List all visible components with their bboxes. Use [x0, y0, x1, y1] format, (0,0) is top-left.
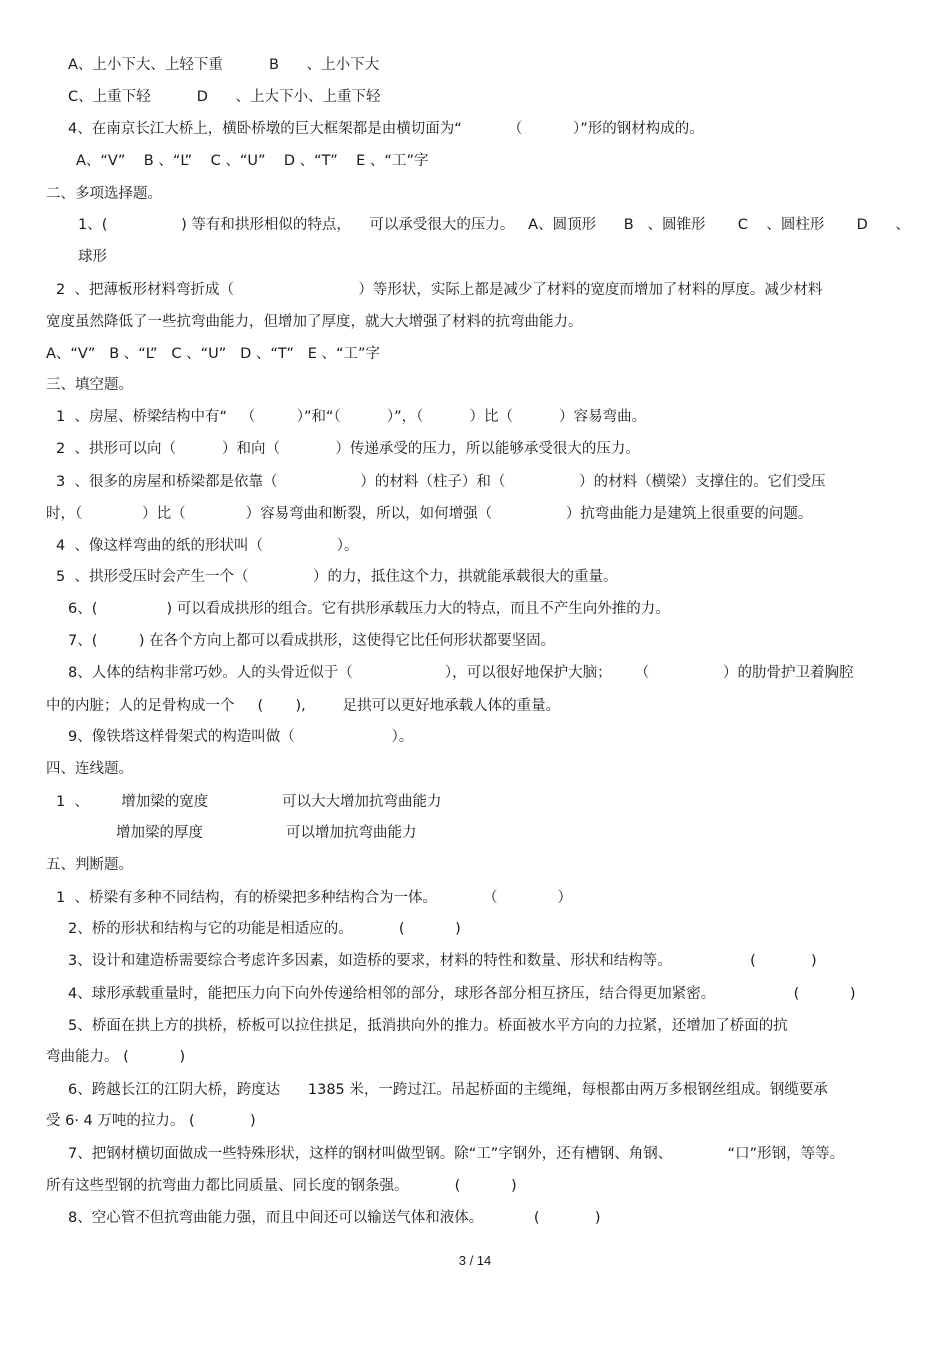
- section-heading-matching: 四、连线题。: [46, 761, 133, 777]
- text-line-3: 4、在南京长江大桥上，横卧桥墩的巨大框架都是由横切面为“ （ ）”形的钢材构成的。: [68, 121, 704, 137]
- text-line-2: C、上重下轻 D 、上大下小、上重下轻: [68, 89, 381, 105]
- text-line-16: 4 、像这样弯曲的纸的形状叫（ ）。: [56, 538, 359, 554]
- section-heading-fill-blank: 三、填空题。: [46, 377, 133, 393]
- text-line-21: 中的内脏；人的足骨构成一个 ( ), 足拱可以更好地承载人体的重量。: [46, 698, 561, 714]
- text-line-33: 6、跨越长江的江阴大桥，跨度达 1385 米，一跨过江。吊起桥面的主缆绳，每根都由两万多根钢丝组成。钢缆要承: [68, 1082, 828, 1098]
- text-line-20: 8、人体的结构非常巧妙。人的头骨近似于（ ），可以很好地保护大脑； （ ）的肋骨护卫着胸腔: [68, 665, 854, 681]
- text-line-29: 3、设计和建造桥需要综合考虑许多因素，如造桥的要求，材料的特性和数量、形状和结构等。 ( ): [68, 953, 817, 969]
- section-heading-multiple-choice: 二、多项选择题。: [46, 186, 162, 202]
- text-line-1: A、上小下大、上轻下重 B 、上小下大: [68, 57, 380, 73]
- section-heading-true-false: 五、判断题。: [46, 857, 133, 873]
- text-line-30: 4、球形承载重量时，能把压力向下向外传递给相邻的部分，球形各部分相互挤压，结合得更加紧密。 ( ): [68, 986, 856, 1002]
- text-line-37: 8、空心管不但抗弯曲能力强，而且中间还可以输送气体和液体。 ( ): [68, 1210, 601, 1226]
- text-line-25: 增加梁的厚度 可以增加抗弯曲能力: [116, 825, 417, 841]
- text-line-22: 9、像铁塔这样骨架式的构造叫做（ ）。: [68, 729, 414, 745]
- text-line-14: 3 、很多的房屋和桥梁都是依靠（ ）的材料（柱子）和（ ）的材料（横梁）支撑住的。它们受压: [56, 474, 826, 490]
- text-line-18: 6、( ) 可以看成拱形的组合。它有拱形承载压力大的特点，而且不产生向外推的力。: [68, 601, 670, 617]
- text-line-36: 所有这些型钢的抗弯曲力都比同质量、同长度的钢条强。 ( ): [46, 1178, 517, 1194]
- text-line-32: 弯曲能力。 ( ): [46, 1049, 186, 1065]
- text-line-6: 1、( ) 等有和拱形相似的特点， 可以承受很大的压力。 A、圆顶形 B 、圆锥形 C 、圆柱形 D 、: [78, 217, 910, 233]
- text-line-35: 7、把钢材横切面做成一些特殊形状，这样的钢材叫做型钢。除“工”字钢外，还有槽钢、角钢、 “口”形钢，等等。: [68, 1146, 845, 1162]
- page-number: 3 / 14: [458, 1253, 492, 1268]
- text-line-19: 7、( ) 在各个方向上都可以看成拱形，这使得它比任何形状都要坚固。: [68, 633, 556, 649]
- text-line-4: A、“V” B 、“L” C 、“U” D 、“T” E 、“工”字: [76, 153, 429, 169]
- text-line-7: 球形: [78, 249, 107, 265]
- text-line-12: 1 、房屋、桥梁结构中有“ （ ）”和“（ ）”，（ ）比（ ）容易弯曲。: [56, 409, 647, 425]
- text-line-15: 时，（ ）比（ ）容易弯曲和断裂，所以，如何增强（ ）抗弯曲能力是建筑上很重要的问题。: [46, 506, 813, 522]
- text-line-34: 受 6· 4 万吨的拉力。 ( ): [46, 1113, 256, 1129]
- text-line-8: 2 、把薄板形材料弯折成（ ）等形状，实际上都是减少了材料的宽度而增加了材料的厚度。减少材料: [56, 282, 823, 298]
- text-line-9: 宽度虽然降低了一些抗弯曲能力，但增加了厚度，就大大增强了材料的抗弯曲能力。: [46, 314, 583, 330]
- text-line-27: 1 、桥梁有多种不同结构，有的桥梁把多种结构合为一体。 （ ）: [56, 890, 572, 906]
- text-line-28: 2、桥的形状和结构与它的功能是相适应的。 ( ): [68, 921, 461, 937]
- text-line-31: 5、桥面在拱上方的拱桥，桥板可以拉住拱足，抵消拱向外的推力。桥面被水平方向的力拉紧，还增加了桥面的抗: [68, 1018, 788, 1034]
- text-line-13: 2 、拱形可以向（ ）和向（ ）传递承受的压力，所以能够承受很大的压力。: [56, 441, 640, 457]
- text-line-17: 5 、拱形受压时会产生一个（ ）的力，抵住这个力，拱就能承载很大的重量。: [56, 569, 618, 585]
- text-line-24: 1 、 增加梁的宽度 可以大大增加抗弯曲能力: [56, 794, 442, 810]
- text-line-10: A、“V” B 、“L” C 、“U” D 、“T” E 、“工”字: [46, 346, 381, 362]
